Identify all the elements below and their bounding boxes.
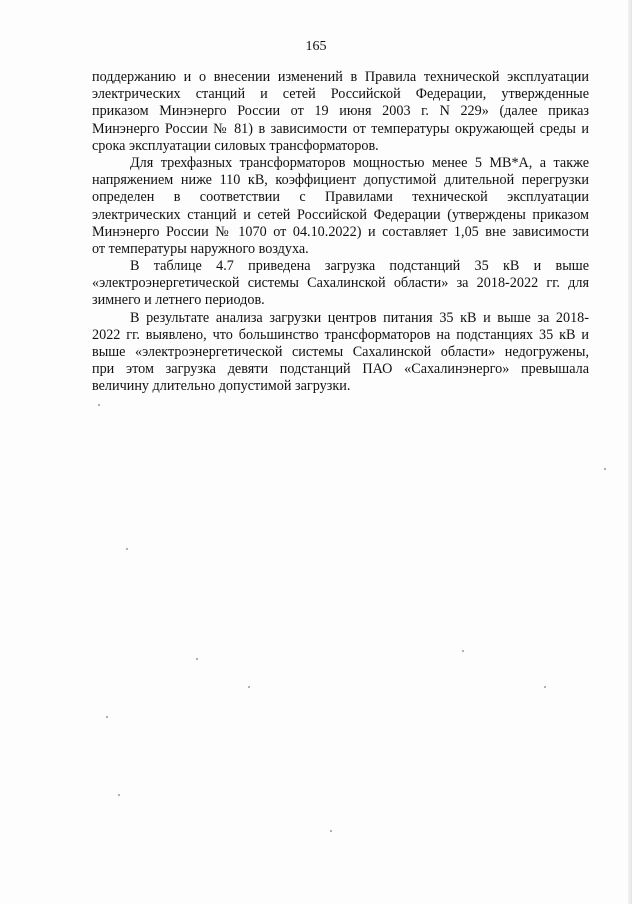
- scan-edge-shadow: [628, 0, 632, 904]
- text-line: В таблице 4.7 приведена загрузка подстанций 35 кВ и выше: [130, 258, 589, 275]
- text-line: зимнего и летнего периодов.: [92, 292, 265, 309]
- text-line: от температуры наружного воздуха.: [92, 240, 309, 257]
- paragraph-3: [92, 258, 589, 310]
- body-text: [92, 69, 589, 396]
- text-line: электрических станций и сетей Российской Федерации, утвержденные: [92, 86, 589, 103]
- text-line: напряжением ниже 110 кВ, коэффициент допустимой длительной перегрузки: [92, 172, 589, 189]
- scan-speck: [98, 404, 100, 406]
- text-line: определен в соответствии с Правилами технической эксплуатации: [92, 189, 589, 206]
- text-line: «электроэнергетической системы Сахалинской области» за 2018-2022 гг. для: [92, 275, 589, 292]
- scan-speck: [604, 468, 606, 470]
- text-line: выше «электроэнергетической системы Сахалинской области» недогружены,: [92, 344, 589, 360]
- text-line: при этом загрузка девяти подстанций ПАО «Сахалинэнерго» превышала: [92, 361, 589, 378]
- text-line: В результате анализа загрузки центров питания 35 кВ и выше за 2018-: [130, 309, 589, 326]
- scan-speck: [544, 686, 546, 688]
- scan-speck: [462, 650, 464, 652]
- text-line: электрических станций и сетей Российской Федерации (утверждены приказом: [92, 206, 589, 223]
- text-line: приказом Минэнерго России от 19 июня 2003 г. N 229» (далее приказ: [92, 103, 589, 120]
- paragraph-1: [92, 69, 589, 155]
- page-number: 165: [305, 39, 327, 54]
- scan-speck: [126, 548, 128, 550]
- text-line: величину длительно допустимой загрузки.: [92, 378, 351, 395]
- paragraph-2: [92, 155, 589, 258]
- text-line: Для трехфазных трансформаторов мощностью менее 5 МВ*А, а также: [130, 154, 589, 171]
- text-line: 2022 гг. выявлено, что большинство трансформаторов на подстанциях 35 кВ и: [92, 326, 589, 343]
- text-line: Минэнерго России № 81) в зависимости от температуры окружающей среды и: [92, 120, 589, 137]
- text-line: Минэнерго России № 1070 от 04.10.2022) и составляет 1,05 вне зависимости: [92, 223, 589, 240]
- text-line: поддержанию и о внесении изменений в Правила технической эксплуатации: [92, 69, 589, 85]
- paragraph-4: [92, 310, 589, 396]
- scan-speck: [106, 716, 108, 718]
- scan-speck: [196, 658, 198, 660]
- scan-speck: [248, 686, 250, 688]
- text-line: срока эксплуатации силовых трансформаторов.: [92, 137, 379, 154]
- scan-speck: [330, 830, 332, 832]
- scan-speck: [118, 794, 120, 796]
